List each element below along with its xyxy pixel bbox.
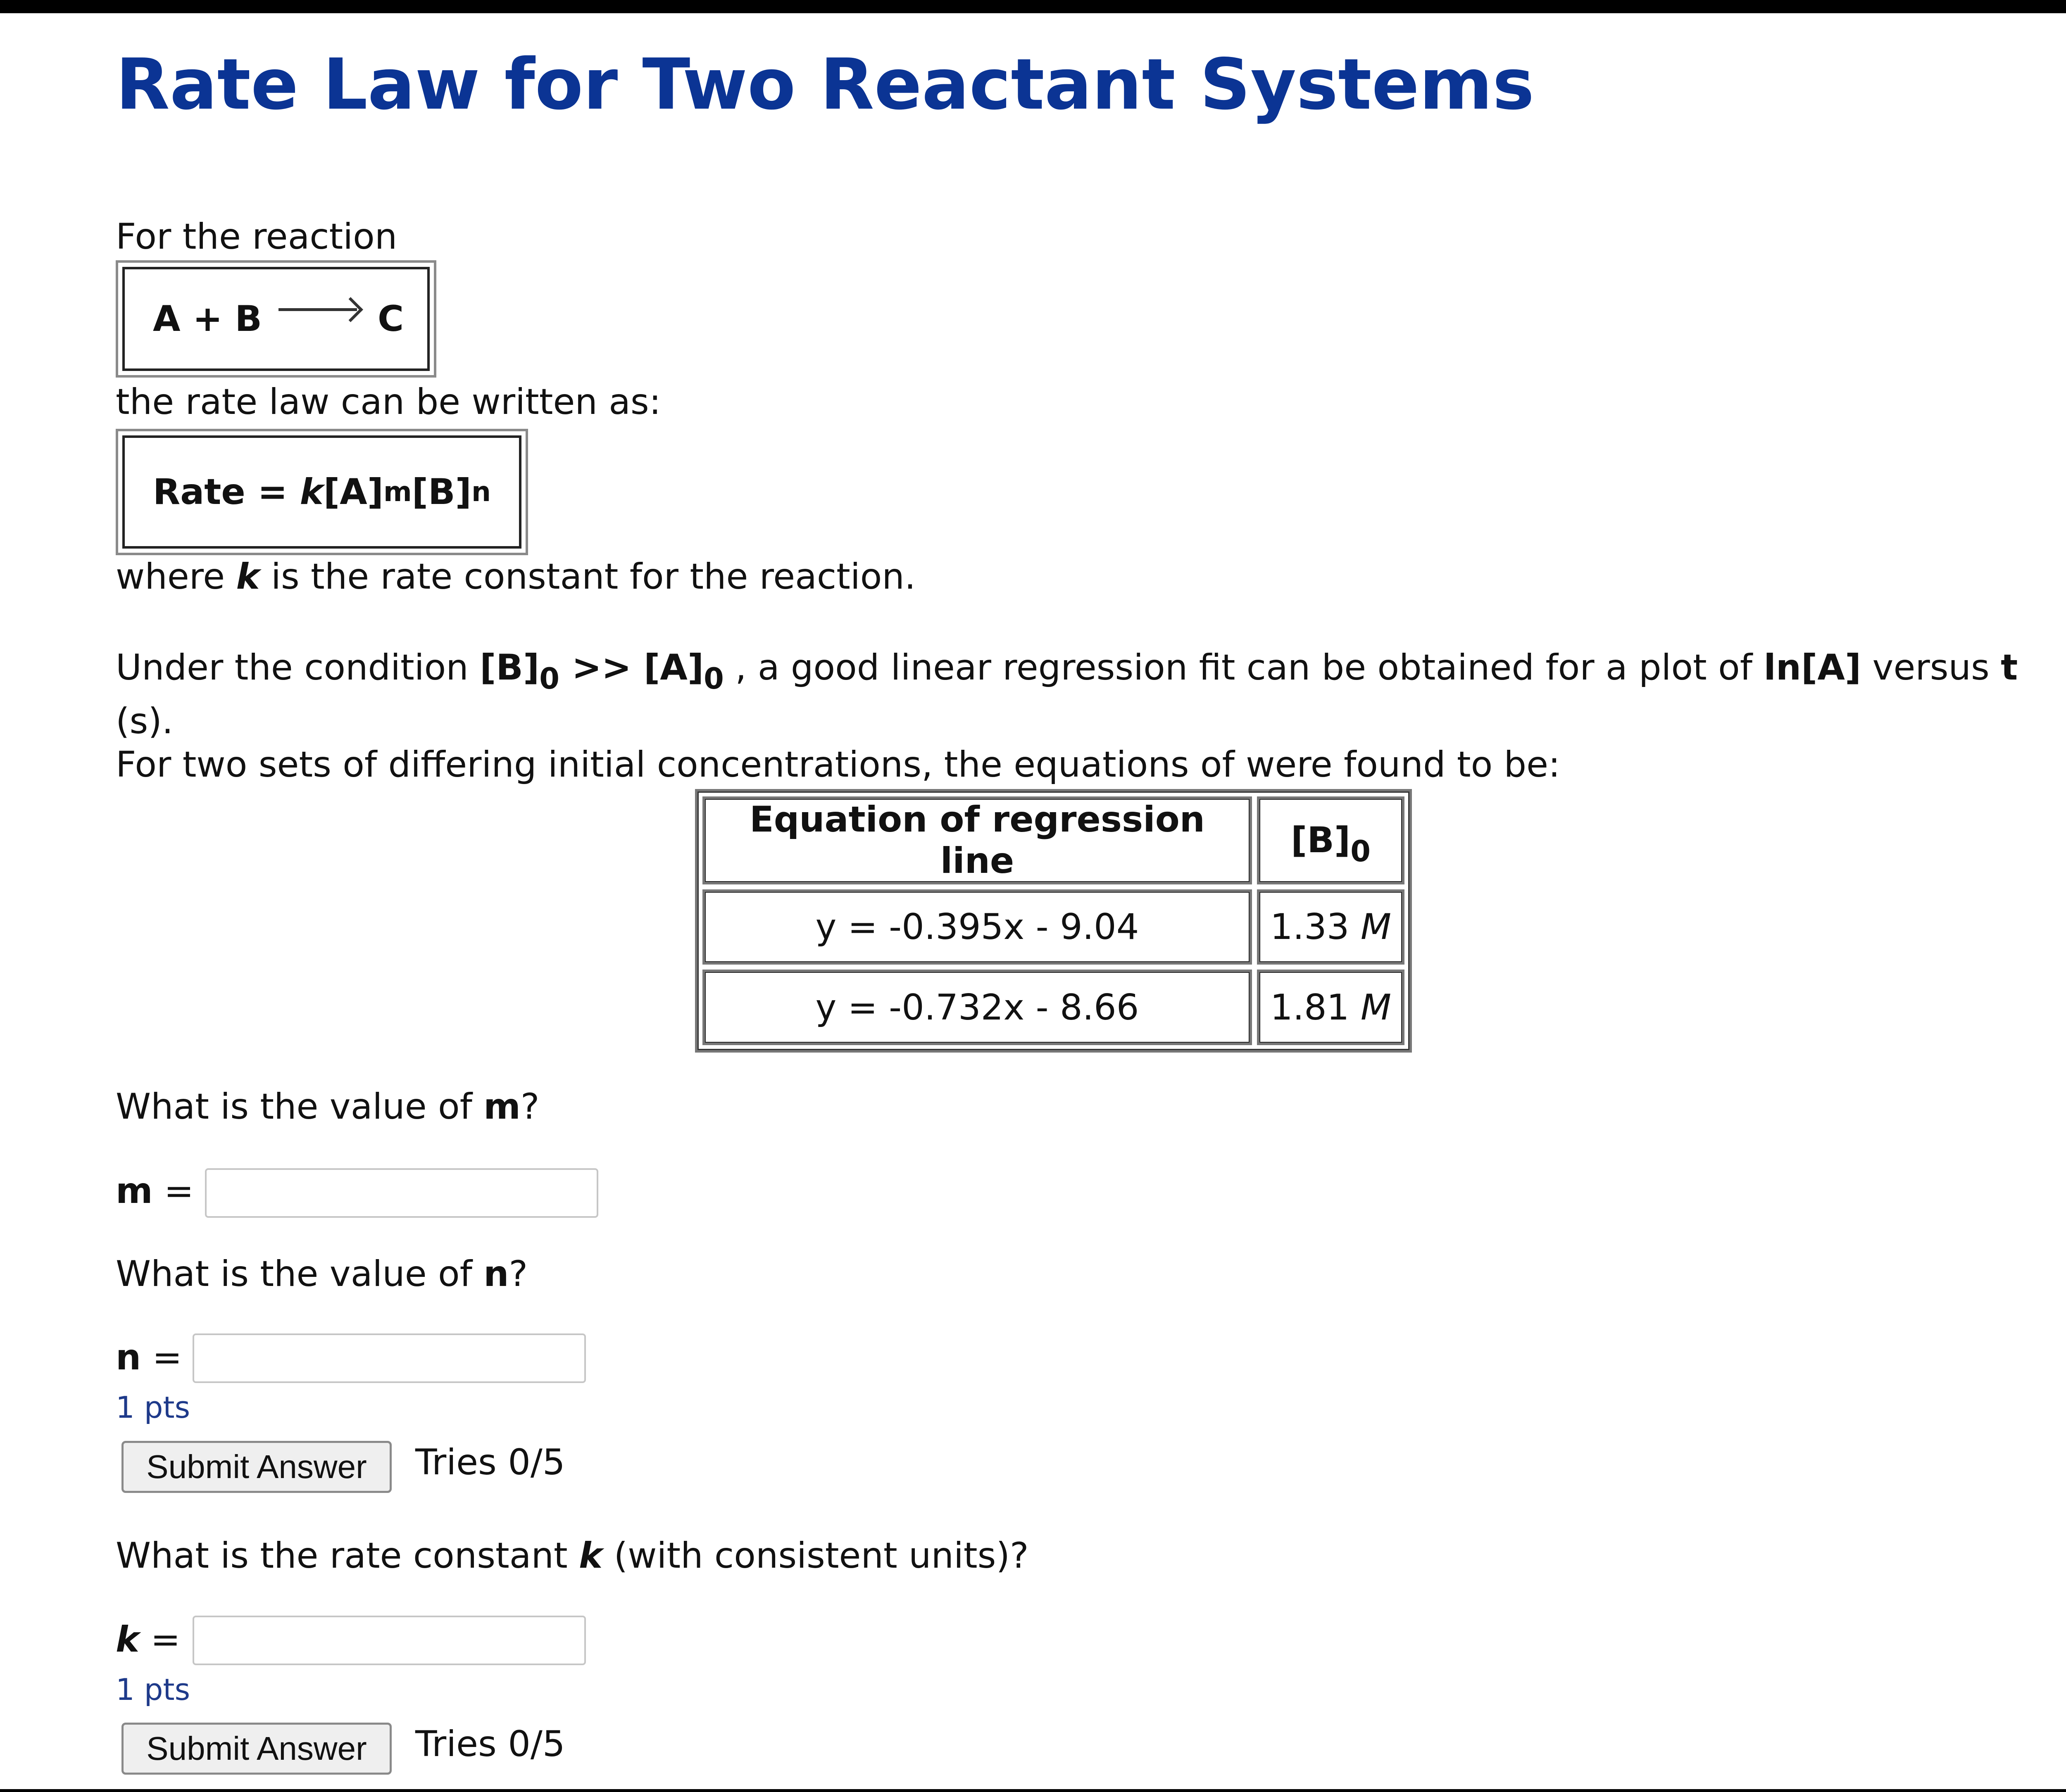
k-label: k = bbox=[116, 1619, 181, 1660]
a0-symbol: $[A]_0$ bbox=[643, 647, 724, 696]
submit-answer-button[interactable]: Submit Answer bbox=[121, 1723, 392, 1775]
row-equation: y = -0.395x - 9.04 bbox=[702, 889, 1252, 965]
rate-law-box: Rate = k [A] m [B] n bbox=[116, 429, 528, 555]
submit-answer-button[interactable]: Submit Answer bbox=[121, 1441, 392, 1493]
row-b0: 1.81 M bbox=[1257, 970, 1404, 1045]
k-input[interactable] bbox=[193, 1616, 586, 1665]
top-border bbox=[0, 0, 2066, 13]
table-header-row bbox=[702, 796, 1404, 884]
condition-text: Under the condition $[B]_0 >> [A]_0$ , a good linear regression fit can be obtained for a plot of ln[A] versus t bbox=[116, 647, 2018, 696]
tries-counter: Tries 0/5 bbox=[415, 1442, 565, 1483]
question-m: What is the value of m? bbox=[116, 1086, 540, 1127]
rate-law-b: [B] bbox=[412, 471, 471, 513]
n-points: 1 pts bbox=[116, 1390, 190, 1425]
reaction-intro: For the reaction bbox=[116, 216, 397, 257]
b0-symbol: $[B]_0$ bbox=[480, 647, 559, 696]
question-k: What is the rate constant k (with consistent units)? bbox=[116, 1535, 1029, 1576]
header-equation: Equation of regression line bbox=[702, 796, 1252, 884]
tries-counter: Tries 0/5 bbox=[415, 1723, 565, 1765]
reaction-box bbox=[116, 260, 436, 378]
m-label: m = bbox=[116, 1170, 194, 1212]
header-b0: $[B]_0$ bbox=[1257, 796, 1404, 884]
rate-law-k: k bbox=[300, 471, 324, 513]
row-equation: y = -0.732x - 8.66 bbox=[702, 970, 1252, 1045]
regression-table bbox=[695, 789, 1412, 1053]
table-row bbox=[702, 970, 1404, 1045]
n-label: n = bbox=[116, 1337, 182, 1378]
n-input[interactable] bbox=[193, 1333, 586, 1383]
sets-intro: For two sets of differing initial concentrations, the equations of were found to be: bbox=[116, 744, 1561, 785]
question-n: What is the value of n? bbox=[116, 1253, 528, 1295]
page-title: Rate Law for Two Reactant Systems bbox=[116, 44, 1535, 126]
rate-law-a: [A] bbox=[323, 471, 384, 513]
m-input[interactable] bbox=[205, 1168, 598, 1218]
where-k-text: where k is the rate constant for the reaction. bbox=[116, 556, 916, 597]
row-b0: 1.33 M bbox=[1257, 889, 1404, 965]
k-points: 1 pts bbox=[116, 1672, 190, 1707]
reaction-arrow-icon bbox=[278, 297, 361, 321]
rate-law-intro: the rate law can be written as: bbox=[116, 381, 661, 423]
table-row bbox=[702, 889, 1404, 965]
reaction-reactants: A + B bbox=[153, 298, 262, 340]
condition-text-cont: (s). bbox=[116, 701, 174, 742]
bottom-border bbox=[0, 1789, 2066, 1792]
rate-law-lhs: Rate = bbox=[153, 471, 300, 513]
reaction-product: C bbox=[378, 298, 404, 340]
